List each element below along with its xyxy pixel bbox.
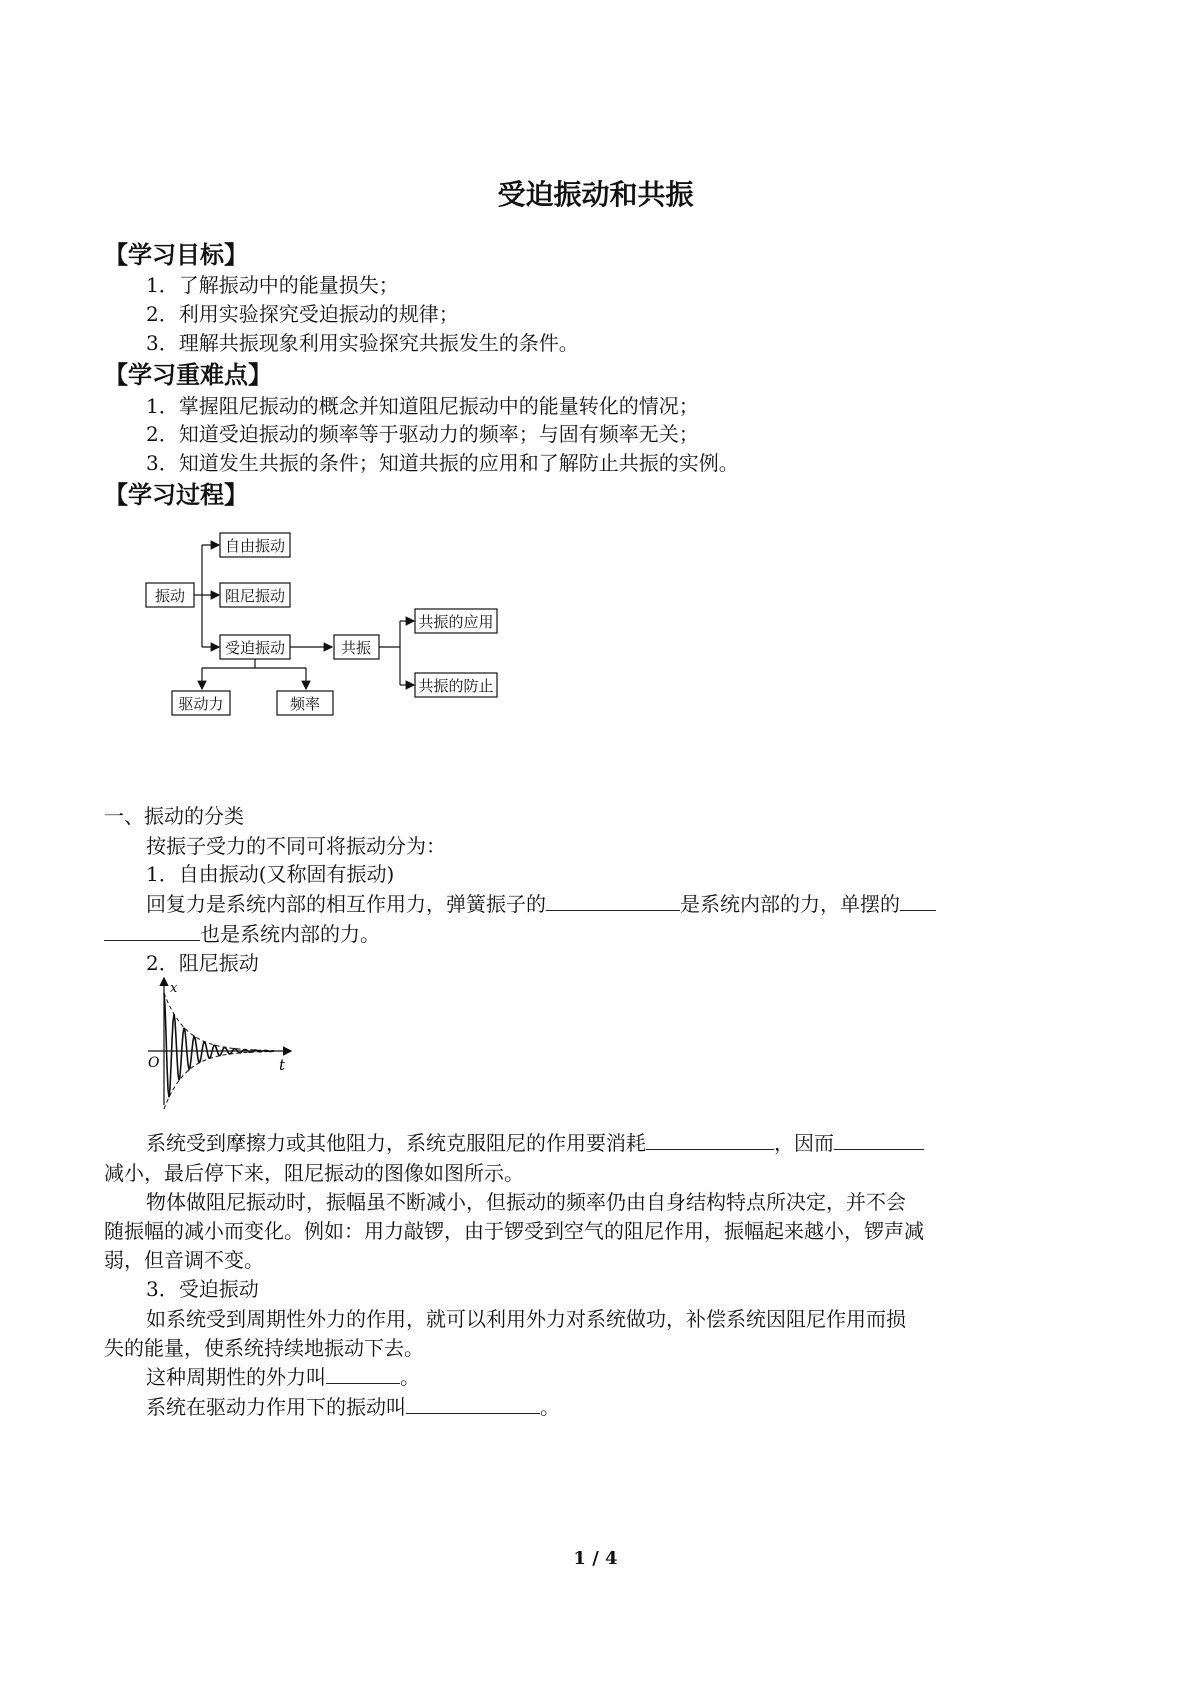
damped-text-2-line3: 弱，但音调不变。 [104, 1248, 264, 1272]
diagram-node-free: 自由振动 [224, 537, 286, 555]
y-axis-label: x [170, 981, 178, 996]
diagram-node-resonance-use: 共振的应用 [418, 613, 494, 631]
process-heading: 【学习过程】 [104, 481, 248, 509]
forced-text-line2: 失的能量，使系统持续地振动下去。 [104, 1336, 424, 1360]
objectives-heading: 【学习目标】 [104, 241, 248, 269]
fill-blank[interactable] [104, 920, 200, 941]
forced-vibration-title: 3．受迫振动 [146, 1277, 259, 1301]
fill-blank[interactable] [406, 1393, 540, 1414]
diagram-node-driving-force: 驱动力 [178, 695, 224, 713]
objective-item: 3．理解共振现象利用实验探究共振发生的条件。 [146, 331, 579, 355]
diagram-node-vibration: 振动 [154, 587, 186, 605]
key-point-item: 3．知道发生共振的条件；知道共振的应用和了解防止共振的实例。 [146, 451, 739, 475]
page-title: 受迫振动和共振 [497, 178, 694, 211]
damped-text-1: 系统受到摩擦力或其他阻力，系统克服阻尼的作用要消耗 ，因而 [146, 1127, 924, 1156]
section-intro: 按振子受力的不同可将振动分为： [146, 834, 446, 858]
free-vibration-title: 1．自由振动(又称固有振动) [146, 862, 395, 886]
forced-text-line1: 如系统受到周期性外力的作用，就可以利用外力对系统做功，补偿系统因阻尼作用而损 [146, 1307, 906, 1331]
damped-curve [164, 993, 274, 1097]
free-vibration-text-cont: 也是系统内部的力。 [104, 918, 380, 947]
fill-blank[interactable] [900, 890, 936, 911]
free-vibration-text: 回复力是系统内部的相互作用力，弹簧振子的 是系统内部的力，单摆的 [146, 888, 936, 917]
diagram-node-forced: 受迫振动 [224, 639, 286, 657]
damped-text-1-cont: 减小，最后停下来，阻尼振动的图像如图所示。 [104, 1161, 524, 1185]
concept-diagram [140, 525, 520, 730]
envelope-upper [164, 993, 274, 1051]
key-points-heading: 【学习重难点】 [104, 361, 272, 389]
diagram-node-frequency: 频率 [289, 695, 321, 713]
fill-blank[interactable] [646, 1129, 774, 1150]
page-number: 1 / 4 [573, 1548, 618, 1569]
fill-blank[interactable] [546, 890, 680, 911]
section-title: 一、振动的分类 [104, 804, 244, 828]
fill-blank[interactable] [834, 1129, 924, 1150]
objective-item: 1．了解振动中的能量损失； [146, 273, 399, 297]
damped-text-2-line1: 物体做阻尼振动时，振幅虽不断减小，但振动的频率仍由自身结构特点所决定，并不会 [146, 1190, 906, 1214]
diagram-node-resonance: 共振 [340, 639, 372, 657]
damped-oscillation-graph [140, 975, 310, 1115]
forced-question-2: 系统在驱动力作用下的振动叫 。 [146, 1395, 560, 1419]
key-point-item: 2．知道受迫振动的频率等于驱动力的频率；与固有频率无关； [146, 422, 699, 446]
objective-item: 2．利用实验探究受迫振动的规律； [146, 302, 459, 326]
origin-label: O [148, 1055, 160, 1071]
key-point-item: 1．掌握阻尼振动的概念并知道阻尼振动中的能量转化的情况； [146, 394, 699, 418]
diagram-node-damped: 阻尼振动 [224, 587, 286, 605]
damped-text-2-line2: 随振幅的减小而变化。例如：用力敲锣，由于锣受到空气的阻尼作用，振幅起来越小，锣声减 [104, 1219, 924, 1243]
diagram-node-resonance-prevent: 共振的防止 [418, 677, 494, 695]
fill-blank[interactable] [326, 1363, 400, 1384]
damped-vibration-title: 2．阻尼振动 [146, 951, 259, 975]
forced-question-1: 这种周期性的外力叫 。 [146, 1365, 420, 1389]
x-axis-label: t [279, 1056, 286, 1074]
